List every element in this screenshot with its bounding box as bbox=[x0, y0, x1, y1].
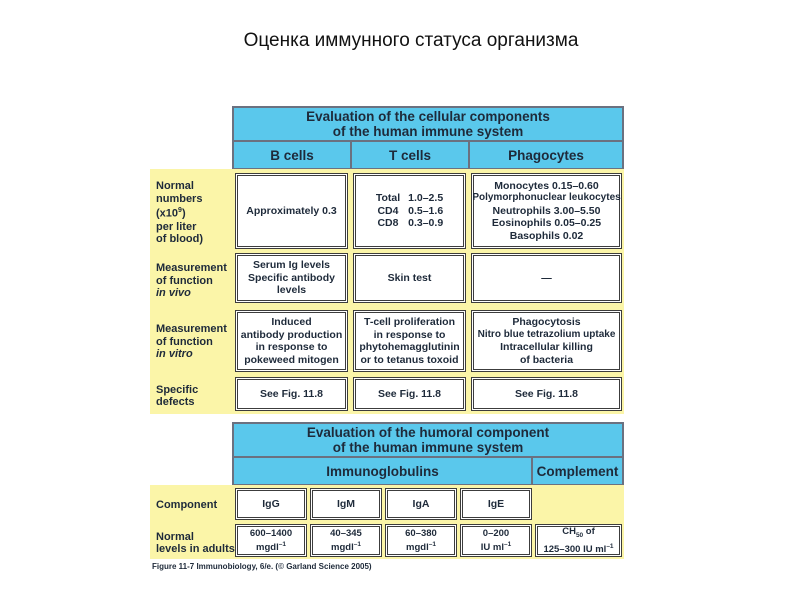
humoral-title-box bbox=[232, 422, 624, 458]
col-header-b-cells: B cells bbox=[232, 140, 352, 170]
cell-b-normal: Approximately 0.3 bbox=[235, 173, 348, 249]
component-ige: IgE bbox=[460, 488, 532, 520]
cell-b-in-vitro: Induced antibody production in response to pokeweed mitogen bbox=[235, 310, 348, 372]
row-label-specific-defects: Specific defects bbox=[156, 383, 199, 408]
cell-b-defects: See Fig. 11.8 bbox=[235, 377, 348, 411]
cellular-title-box bbox=[232, 106, 624, 142]
slide-title: Оценка иммунного статуса организма bbox=[243, 30, 579, 51]
humoral-title-line1: Evaluation of the humoral component bbox=[306, 425, 550, 440]
level-igg: 600–1400 mgdl$^{-1}$ bbox=[235, 524, 307, 557]
row-label-normal-levels: Normal levels in adults bbox=[156, 530, 235, 555]
component-iga: IgA bbox=[385, 488, 457, 520]
cell-t-defects: See Fig. 11.8 bbox=[353, 377, 466, 411]
complement-header: Complement bbox=[531, 456, 624, 486]
cell-t-in-vivo: Skin test bbox=[353, 253, 466, 303]
level-igm: 40–345 mgdl$^{-1}$ bbox=[310, 524, 382, 557]
figure-caption: Figure 11-7 Immunobiology, 6/e. (© Garland Science 2005) bbox=[152, 562, 372, 571]
cellular-title-line1: Evaluation of the cellular components bbox=[306, 109, 550, 124]
cell-t-normal: Total 1.0–2.5 CD4 0.5–1.6 CD8 0.3–0.9 bbox=[353, 173, 466, 249]
col-header-phagocytes: Phagocytes bbox=[468, 140, 624, 170]
row-label-normal-numbers: Normal numbers $(x10^9)$ per liter of blood) bbox=[156, 180, 204, 246]
level-ige: 0–200 IU $ml^{-1}$ bbox=[460, 524, 532, 557]
col-header-t-cells: T cells bbox=[350, 140, 470, 170]
row-label-component: Component bbox=[156, 498, 218, 511]
component-igm: IgM bbox=[310, 488, 382, 520]
cell-b-in-vivo: Serum Ig levels Specific antibody levels bbox=[235, 253, 348, 303]
cell-phagocytes-defects: See Fig. 11.8 bbox=[471, 377, 622, 411]
row-label-in-vitro: Measurement of function in vitro bbox=[156, 323, 227, 361]
component-igg: IgG bbox=[235, 488, 307, 520]
cell-phagocytes-in-vivo: — bbox=[471, 253, 622, 303]
level-iga: 60–380 mgdl$^{-1}$ bbox=[385, 524, 457, 557]
humoral-title-line2: of the human immune system bbox=[332, 440, 524, 455]
cell-phagocytes-in-vitro: Phagocytosis Nitro blue tetrazolium uptake Intracellular killing of bacteria bbox=[471, 310, 622, 372]
row-label-in-vivo: Measurement of function in vivo bbox=[156, 262, 227, 300]
cellular-title-line2: of the human immune system bbox=[332, 124, 524, 139]
level-complement: $CH_{50}$ of 125–300 IU $ml^{-1}$ bbox=[535, 524, 622, 557]
cell-phagocytes-normal: Monocytes 0.15–0.60 Polymorphonuclear leukocytes Neutrophils 3.00–5.50 Eosinophils 0.05–0.25 Basophils 0.02 bbox=[471, 173, 622, 249]
cell-t-in-vitro: T-cell proliferation in response to phytohemagglutinin or to tetanus toxoid bbox=[353, 310, 466, 372]
immunoglobulins-header: Immunoglobulins bbox=[232, 456, 533, 486]
